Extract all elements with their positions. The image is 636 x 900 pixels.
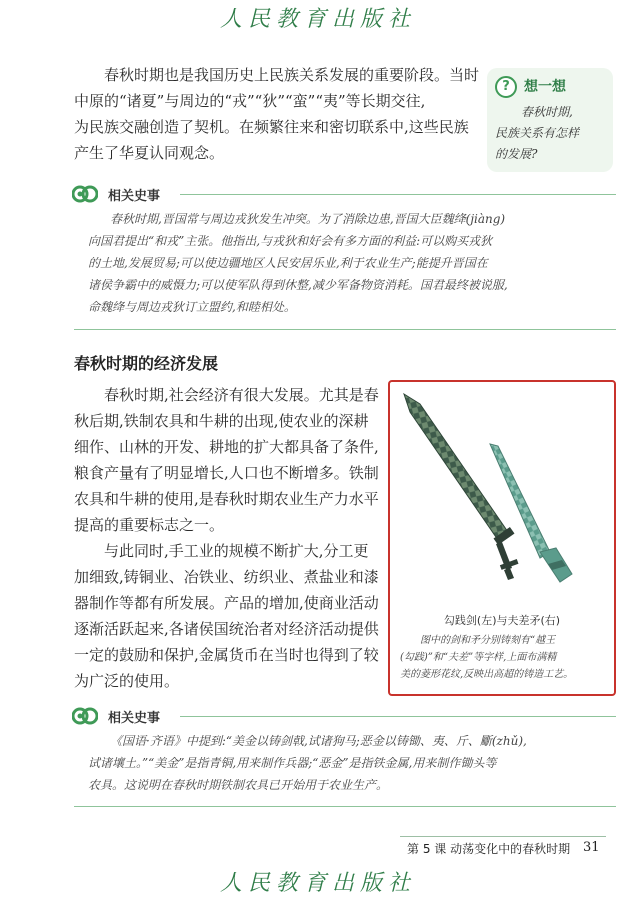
related-line: 的土地,发展贸易;可以使边疆地区人民安居乐业,利于农业生产;能提升晋国在	[88, 256, 488, 270]
economy-line: 提高的重要标志之一。	[74, 516, 225, 534]
figure-caption-line: 图中的剑和矛分别铸刻有“越王	[420, 635, 556, 646]
think-about-box	[487, 68, 613, 172]
economy-line: 一定的鼓励和保护,金属货币在当时也得到了较	[74, 646, 379, 664]
publisher-logo-footer: 人民教育出版社	[219, 871, 416, 896]
related-history-label: 相关史事	[108, 711, 161, 726]
economy-line: 与此同时,手工业的规模不断扩大,分工更	[104, 542, 369, 560]
economy-line: 秋后期,铁制农具和牛耕的出现,使农业的深耕	[74, 412, 369, 430]
related-history-rule	[180, 716, 616, 717]
related-line: 《国语·齐语》中提到:“美金以铸剑戟,试诸狗马;恶金以铸锄、夷、斤、斸(zhǔ),	[110, 734, 527, 748]
intro-line: 产生了华夏认同观念。	[74, 144, 225, 162]
related-history-rule	[180, 194, 616, 195]
related-history-icon	[72, 183, 98, 205]
footer-lesson-title: 第 5 课 动荡变化中的春秋时期	[407, 842, 571, 856]
economy-line: 为广泛的使用。	[74, 672, 180, 690]
publisher-logo-header: 人民教育出版社	[219, 7, 416, 32]
sword-icon	[404, 394, 518, 580]
spear-icon	[490, 444, 572, 582]
think-title: 想一想	[524, 79, 566, 95]
think-text	[495, 102, 607, 165]
question-icon: ?	[495, 76, 517, 98]
footer-rule	[400, 836, 606, 837]
section-title: 春秋时期的经济发展	[74, 354, 219, 373]
related-line: 诸侯争霸中的威慑力;可以使军队得到休整,减少军备物资消耗。国君最终被说服,	[88, 278, 508, 292]
figure-caption-line: 美的菱形花纹,反映出高超的铸造工艺。	[400, 669, 574, 680]
intro-line: 中原的“诸夏”与周边的“戎”“狄”“蛮”“夷”等长期交往,	[74, 92, 426, 110]
economy-line: 加细致,铸铜业、冶铁业、纺织业、煮盐业和漆	[74, 568, 379, 586]
related-history-label: 相关史事	[108, 189, 161, 204]
related-line: 农具。这说明在春秋时期铁制农具已开始用于农业生产。	[88, 778, 389, 792]
related-history-text	[88, 730, 527, 796]
figure-caption-title: 勾践剑(左)与夫差矛(右)	[443, 614, 561, 627]
section-divider	[74, 806, 616, 807]
economy-line: 细作、山林的开发、耕地的扩大都具备了条件,	[74, 438, 379, 456]
related-line: 春秋时期,晋国常与周边戎狄发生冲突。为了消除边患,晋国大臣魏绛(jiàng)	[110, 212, 506, 226]
related-line: 试诸壤土。”“美金”是指青铜,用来制作兵器;“恶金”是指铁金属,用来制作锄头等	[88, 756, 497, 770]
economy-line: 春秋时期,社会经济有很大发展。尤其是春	[104, 386, 379, 404]
related-history-icon	[72, 705, 98, 727]
economy-line: 农具和牛耕的使用,是春秋时期农业生产力水平	[74, 490, 379, 508]
think-line: 的发展?	[495, 147, 538, 161]
related-history-text	[88, 208, 508, 318]
figure-caption-line: (勾践)”和“夫差”等字样,上面布满精	[400, 652, 557, 663]
think-line: 民族关系有怎样	[495, 126, 580, 140]
page-number: 31	[583, 840, 600, 855]
intro-line: 春秋时期也是我国历史上民族关系发展的重要阶段。当时	[104, 66, 480, 84]
related-line: 命魏绛与周边戎狄订立盟约,和睦相处。	[88, 300, 296, 314]
figure-caption-text	[400, 632, 610, 683]
artifact-figure	[388, 380, 616, 696]
artifact-illustration	[390, 382, 614, 608]
intro-paragraph	[74, 62, 479, 166]
economy-line: 逐渐活跃起来,各诸侯国统治者对经济活动提供	[74, 620, 379, 638]
think-line: 春秋时期,	[521, 105, 573, 119]
economy-line: 粮食产量有了明显增长,人口也不断增多。铁制	[74, 464, 379, 482]
related-line: 向国君提出“和戎”主张。他指出,与戎狄和好会有多方面的利益:可以购买戎狄	[88, 234, 493, 248]
economy-line: 器制作等都有所发展。产品的增加,使商业活动	[74, 594, 379, 612]
section-divider	[74, 329, 616, 330]
intro-line: 为民族交融创造了契机。在频繁往来和密切联系中,这些民族	[74, 118, 469, 136]
economy-paragraph	[74, 382, 379, 694]
